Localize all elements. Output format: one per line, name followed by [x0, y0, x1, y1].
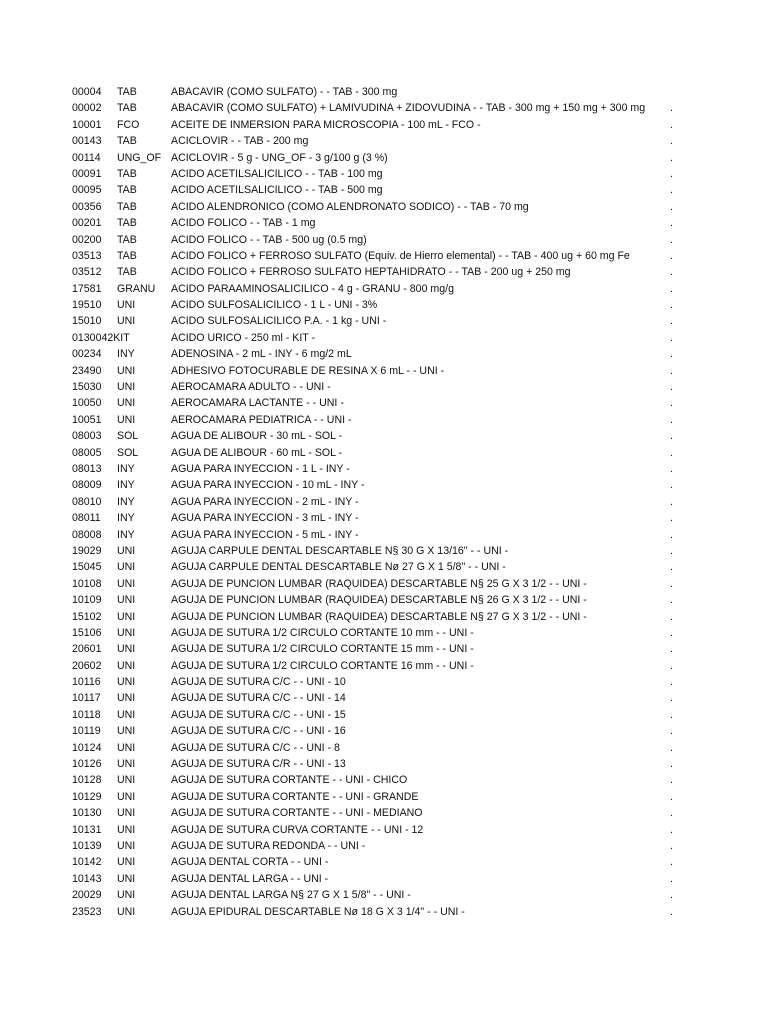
- item-description: AGUJA DENTAL LARGA - - UNI -: [171, 872, 329, 885]
- row-end-dot: .: [670, 708, 673, 721]
- list-row: [0, 772, 768, 788]
- item-code: 00234: [72, 348, 102, 361]
- list-row: [0, 248, 768, 264]
- item-code: 00004: [72, 86, 102, 98]
- item-description: ACIDO ALENDRONICO (COMO ALENDRONATO SODICO) - - TAB - 70 mg: [171, 200, 529, 213]
- item-unit: UNI: [117, 413, 136, 426]
- list-row: [0, 215, 768, 231]
- list-row: [0, 707, 768, 723]
- item-unit: TAB: [117, 217, 137, 230]
- item-code: 10116: [72, 676, 101, 689]
- item-code: 15045: [72, 561, 102, 574]
- list-row: [0, 412, 768, 428]
- item-code: 20601: [72, 643, 102, 656]
- list-row: [0, 756, 768, 772]
- item-unit: UNI: [117, 364, 136, 377]
- list-row: [0, 133, 768, 149]
- row-end-dot: .: [670, 102, 673, 115]
- item-unit: UNI: [117, 594, 136, 607]
- item-unit: UNG_OF: [117, 151, 162, 164]
- row-end-dot: .: [670, 758, 673, 771]
- item-code: 10131: [72, 823, 102, 836]
- list-row: [0, 264, 768, 280]
- item-description: AGUA DE ALIBOUR - 30 mL - SOL -: [171, 430, 343, 443]
- item-unit: INY: [117, 528, 135, 541]
- item-description: ACICLOVIR - 5 g - UNG_OF - 3 g/100 g (3 %): [171, 151, 388, 164]
- row-end-dot: .: [670, 643, 673, 656]
- list-row: [0, 789, 768, 805]
- item-code: 00114: [72, 151, 101, 164]
- item-code: 23523: [72, 905, 102, 918]
- list-row: [0, 182, 768, 198]
- list-row: [0, 510, 768, 526]
- list-row: [0, 428, 768, 444]
- row-end-dot: .: [670, 856, 673, 869]
- item-description: AGUJA DE PUNCION LUMBAR (RAQUIDEA) DESCARTABLE N§ 25 G X 3 1/2 - - UNI -: [171, 577, 587, 590]
- item-code: 20029: [72, 889, 102, 902]
- item-description: AEROCAMARA LACTANTE - - UNI -: [171, 397, 344, 410]
- item-code: 00200: [72, 233, 102, 246]
- row-end-dot: .: [670, 692, 673, 705]
- item-unit: UNI: [117, 315, 136, 328]
- item-code: 10119: [72, 725, 101, 738]
- list-row: [0, 494, 768, 510]
- item-description: AGUJA DE SUTURA CURVA CORTANTE - - UNI - 12: [171, 823, 424, 836]
- item-unit: UNI: [117, 561, 136, 574]
- item-code: 10142: [72, 856, 102, 869]
- item-code: 00143: [72, 135, 102, 148]
- list-row: [0, 330, 768, 346]
- item-description: AGUJA DENTAL LARGA N§ 27 G X 1 5/8" - - UNI -: [171, 889, 411, 902]
- list-row: [0, 674, 768, 690]
- list-row: [0, 117, 768, 133]
- item-description: ADENOSINA - 2 mL - INY - 6 mg/2 mL: [171, 348, 352, 361]
- row-end-dot: .: [670, 823, 673, 836]
- item-unit: UNI: [117, 758, 136, 771]
- item-code: 08003: [72, 430, 102, 443]
- item-unit: UNI: [117, 643, 136, 656]
- row-end-dot: .: [670, 577, 673, 590]
- item-unit: TAB: [117, 135, 137, 148]
- list-row: [0, 199, 768, 215]
- item-code: 15010: [72, 315, 102, 328]
- item-code: 08013: [72, 462, 102, 475]
- item-code: 0130042KIT: [72, 331, 130, 344]
- list-row: [0, 461, 768, 477]
- row-end-dot: .: [670, 413, 673, 426]
- item-description: AGUJA CARPULE DENTAL DESCARTABLE N§ 30 G X 13/16" - - UNI -: [171, 544, 509, 557]
- item-code: 15030: [72, 381, 102, 394]
- item-code: 15102: [72, 610, 102, 623]
- row-end-dot: .: [670, 118, 673, 131]
- item-unit: UNI: [117, 299, 136, 312]
- item-description: AGUJA DE SUTURA 1/2 CIRCULO CORTANTE 15 mm - - UNI -: [171, 643, 474, 656]
- item-code: 10126: [72, 758, 102, 771]
- list-row: [0, 84, 768, 100]
- item-code: 10051: [72, 413, 102, 426]
- item-code: 17581: [72, 282, 102, 295]
- list-row: [0, 346, 768, 362]
- item-description: AGUJA DE SUTURA REDONDA - - UNI -: [171, 839, 366, 852]
- item-description: AGUJA DE SUTURA C/C - - UNI - 8: [171, 741, 340, 754]
- item-unit: UNI: [117, 708, 136, 721]
- item-unit: UNI: [117, 397, 136, 410]
- item-description: AGUJA DE SUTURA C/C - - UNI - 14: [171, 692, 346, 705]
- list-row: [0, 232, 768, 248]
- item-unit: UNI: [117, 544, 136, 557]
- row-end-dot: .: [670, 217, 673, 230]
- item-unit: UNI: [117, 577, 136, 590]
- item-unit: UNI: [117, 676, 136, 689]
- item-description: ACIDO PARAAMINOSALICILICO - 4 g - GRANU - 800 mg/g: [171, 282, 454, 295]
- row-end-dot: .: [670, 249, 673, 262]
- item-description: ACEITE DE INMERSION PARA MICROSCOPIA - 100 mL - FCO -: [171, 118, 481, 131]
- item-unit: UNI: [117, 610, 136, 623]
- item-code: 08005: [72, 446, 102, 459]
- row-end-dot: .: [670, 905, 673, 918]
- row-end-dot: .: [670, 430, 673, 443]
- row-end-dot: .: [670, 561, 673, 574]
- item-unit: INY: [117, 495, 135, 508]
- item-code: 00091: [72, 167, 102, 180]
- item-description: AGUJA DE SUTURA C/C - - UNI - 15: [171, 708, 346, 721]
- item-description: AGUJA CARPULE DENTAL DESCARTABLE Nø 27 G X 1 5/8" - - UNI -: [171, 561, 506, 574]
- item-description: AGUJA DE SUTURA C/C - - UNI - 16: [171, 725, 346, 738]
- item-unit: UNI: [117, 807, 136, 820]
- item-unit: UNI: [117, 889, 136, 902]
- item-description: ABACAVIR (COMO SULFATO) - - TAB - 300 mg: [171, 86, 398, 98]
- row-end-dot: .: [670, 233, 673, 246]
- row-end-dot: .: [670, 626, 673, 639]
- item-description: AGUA PARA INYECCION - 3 mL - INY -: [171, 512, 359, 525]
- item-description: ACIDO FOLICO - - TAB - 1 mg: [171, 217, 316, 230]
- row-end-dot: .: [670, 528, 673, 541]
- row-end-dot: .: [670, 381, 673, 394]
- item-description: ACIDO FOLICO + FERROSO SULFATO (Equiv. de Hierro elemental) - - TAB - 400 ug + 60 mg Fe: [171, 249, 630, 262]
- row-end-dot: .: [670, 135, 673, 148]
- list-row: [0, 854, 768, 870]
- list-row: [0, 166, 768, 182]
- row-end-dot: .: [670, 659, 673, 672]
- row-end-dot: .: [670, 184, 673, 197]
- item-unit: UNI: [117, 692, 136, 705]
- item-description: ACIDO SULFOSALICILICO - 1 L - UNI - 3%: [171, 299, 378, 312]
- item-code: 08011: [72, 512, 101, 525]
- item-description: AGUJA DE PUNCION LUMBAR (RAQUIDEA) DESCARTABLE N§ 27 G X 3 1/2 - - UNI -: [171, 610, 587, 623]
- item-code: 19029: [72, 544, 102, 557]
- item-code: 10118: [72, 708, 101, 721]
- item-description: AGUJA DE SUTURA 1/2 CIRCULO CORTANTE 16 mm - - UNI -: [171, 659, 474, 672]
- item-description: ACIDO ACETILSALICILICO - - TAB - 500 mg: [171, 184, 383, 197]
- list-row: [0, 740, 768, 756]
- list-row: [0, 297, 768, 313]
- item-code: 10130: [72, 807, 102, 820]
- row-end-dot: .: [670, 495, 673, 508]
- row-end-dot: .: [670, 151, 673, 164]
- item-code: 10128: [72, 774, 102, 787]
- item-code: 00002: [72, 102, 102, 115]
- item-description: AGUA PARA INYECCION - 1 L - INY -: [171, 462, 350, 475]
- row-end-dot: .: [670, 790, 673, 803]
- list-row: [0, 887, 768, 903]
- list-row: [0, 379, 768, 395]
- row-end-dot: .: [670, 200, 673, 213]
- item-description: AGUJA DE SUTURA 1/2 CIRCULO CORTANTE 10 mm - - UNI -: [171, 626, 474, 639]
- item-code: 10001: [72, 118, 102, 131]
- list-row: [0, 445, 768, 461]
- item-unit: SOL: [117, 446, 139, 459]
- item-unit: UNI: [117, 823, 136, 836]
- row-end-dot: .: [670, 299, 673, 312]
- item-code: 00201: [72, 217, 102, 230]
- item-description: ACICLOVIR - - TAB - 200 mg: [171, 135, 309, 148]
- item-description: AGUJA DE SUTURA CORTANTE - - UNI - CHICO: [171, 774, 408, 787]
- item-unit: UNI: [117, 856, 136, 869]
- item-code: 10143: [72, 872, 102, 885]
- item-unit: UNI: [117, 839, 136, 852]
- item-description: AGUA DE ALIBOUR - 60 mL - SOL -: [171, 446, 343, 459]
- item-unit: INY: [117, 348, 135, 361]
- product-list: [0, 84, 768, 920]
- row-end-dot: .: [670, 676, 673, 689]
- item-description: ACIDO ACETILSALICILICO - - TAB - 100 mg: [171, 167, 383, 180]
- list-row: [0, 641, 768, 657]
- row-end-dot: .: [670, 479, 673, 492]
- item-unit: UNI: [117, 774, 136, 787]
- row-end-dot: .: [670, 889, 673, 902]
- row-end-dot: .: [670, 512, 673, 525]
- list-row: [0, 625, 768, 641]
- item-unit: SOL: [117, 430, 139, 443]
- item-unit: UNI: [117, 790, 136, 803]
- row-end-dot: .: [670, 610, 673, 623]
- item-code: 10108: [72, 577, 102, 590]
- list-row: [0, 904, 768, 920]
- item-description: ACIDO FOLICO - - TAB - 500 ug (0.5 mg): [171, 233, 367, 246]
- item-unit: TAB: [117, 167, 137, 180]
- item-code: 20602: [72, 659, 102, 672]
- row-end-dot: .: [670, 331, 673, 344]
- item-unit: FCO: [117, 118, 140, 131]
- list-row: [0, 477, 768, 493]
- item-unit: TAB: [117, 102, 137, 115]
- item-code: 10124: [72, 741, 102, 754]
- item-unit: INY: [117, 512, 135, 525]
- item-description: ACIDO SULFOSALICILICO P.A. - 1 kg - UNI -: [171, 315, 387, 328]
- item-code: 08010: [72, 495, 102, 508]
- list-row: [0, 363, 768, 379]
- item-unit: UNI: [117, 659, 136, 672]
- item-description: ACIDO FOLICO + FERROSO SULFATO HEPTAHIDRATO - - TAB - 200 ug + 250 mg: [171, 266, 571, 279]
- row-end-dot: .: [670, 839, 673, 852]
- item-code: 10117: [72, 692, 101, 705]
- list-row: [0, 527, 768, 543]
- row-end-dot: .: [670, 741, 673, 754]
- item-code: 08009: [72, 479, 102, 492]
- row-end-dot: .: [670, 725, 673, 738]
- item-description: AGUJA DE SUTURA C/C - - UNI - 10: [171, 676, 346, 689]
- item-code: 00095: [72, 184, 102, 197]
- item-code: 03512: [72, 266, 102, 279]
- item-code: 00356: [72, 200, 102, 213]
- list-row: [0, 150, 768, 166]
- row-end-dot: .: [670, 315, 673, 328]
- row-end-dot: .: [670, 774, 673, 787]
- item-code: 23490: [72, 364, 102, 377]
- item-description: AGUA PARA INYECCION - 2 mL - INY -: [171, 495, 359, 508]
- item-unit: TAB: [117, 86, 137, 98]
- item-description: AGUJA DENTAL CORTA - - UNI -: [171, 856, 329, 869]
- row-end-dot: .: [670, 807, 673, 820]
- list-row: [0, 313, 768, 329]
- row-end-dot: .: [670, 348, 673, 361]
- list-row: [0, 576, 768, 592]
- item-description: AGUJA DE SUTURA C/R - - UNI - 13: [171, 758, 346, 771]
- list-row: [0, 658, 768, 674]
- row-end-dot: .: [670, 266, 673, 279]
- item-description: AGUJA DE SUTURA CORTANTE - - UNI - MEDIANO: [171, 807, 423, 820]
- item-unit: TAB: [117, 249, 137, 262]
- item-code: 10139: [72, 839, 102, 852]
- item-code: 10050: [72, 397, 102, 410]
- item-unit: INY: [117, 479, 135, 492]
- item-unit: TAB: [117, 184, 137, 197]
- item-unit: GRANU: [117, 282, 156, 295]
- list-row: [0, 723, 768, 739]
- item-description: AGUJA EPIDURAL DESCARTABLE Nø 18 G X 3 1/4" - - UNI -: [171, 905, 465, 918]
- item-unit: INY: [117, 462, 135, 475]
- row-end-dot: .: [670, 462, 673, 475]
- item-description: AGUA PARA INYECCION - 10 mL - INY -: [171, 479, 365, 492]
- row-end-dot: .: [670, 446, 673, 459]
- item-description: ADHESIVO FOTOCURABLE DE RESINA X 6 mL - - UNI -: [171, 364, 445, 377]
- item-code: 08008: [72, 528, 102, 541]
- row-end-dot: .: [670, 594, 673, 607]
- item-unit: UNI: [117, 626, 136, 639]
- item-description: AGUJA DE PUNCION LUMBAR (RAQUIDEA) DESCARTABLE N§ 26 G X 3 1/2 - - UNI -: [171, 594, 587, 607]
- item-description: AGUJA DE SUTURA CORTANTE - - UNI - GRANDE: [171, 790, 419, 803]
- list-row: [0, 838, 768, 854]
- list-row: [0, 543, 768, 559]
- item-unit: TAB: [117, 200, 137, 213]
- item-code: 15106: [72, 626, 102, 639]
- item-description: AEROCAMARA ADULTO - - UNI -: [171, 381, 331, 394]
- item-description: AEROCAMARA PEDIATRICA - - UNI -: [171, 413, 352, 426]
- item-code: 03513: [72, 249, 102, 262]
- item-unit: TAB: [117, 266, 137, 279]
- row-end-dot: .: [670, 544, 673, 557]
- list-row: [0, 609, 768, 625]
- list-row: [0, 690, 768, 706]
- row-end-dot: .: [670, 872, 673, 885]
- item-code: 19510: [72, 299, 102, 312]
- list-row: [0, 805, 768, 821]
- row-end-dot: .: [670, 167, 673, 180]
- item-unit: UNI: [117, 741, 136, 754]
- list-row: [0, 871, 768, 887]
- list-row: [0, 281, 768, 297]
- item-unit: TAB: [117, 233, 137, 246]
- list-row: [0, 395, 768, 411]
- row-end-dot: .: [670, 397, 673, 410]
- list-row: [0, 100, 768, 116]
- item-unit: UNI: [117, 905, 136, 918]
- item-unit: UNI: [117, 381, 136, 394]
- item-description: AGUA PARA INYECCION - 5 mL - INY -: [171, 528, 359, 541]
- item-description: ACIDO URICO - 250 ml - KIT -: [171, 331, 316, 344]
- item-code: 10129: [72, 790, 102, 803]
- item-code: 10109: [72, 594, 102, 607]
- item-description: ABACAVIR (COMO SULFATO) + LAMIVUDINA + ZIDOVUDINA - - TAB - 300 mg + 150 mg + 300 mg: [171, 102, 646, 115]
- list-row: [0, 592, 768, 608]
- list-row: [0, 559, 768, 575]
- row-end-dot: .: [670, 364, 673, 377]
- item-unit: UNI: [117, 872, 136, 885]
- item-unit: UNI: [117, 725, 136, 738]
- list-row: [0, 822, 768, 838]
- row-end-dot: .: [670, 282, 673, 295]
